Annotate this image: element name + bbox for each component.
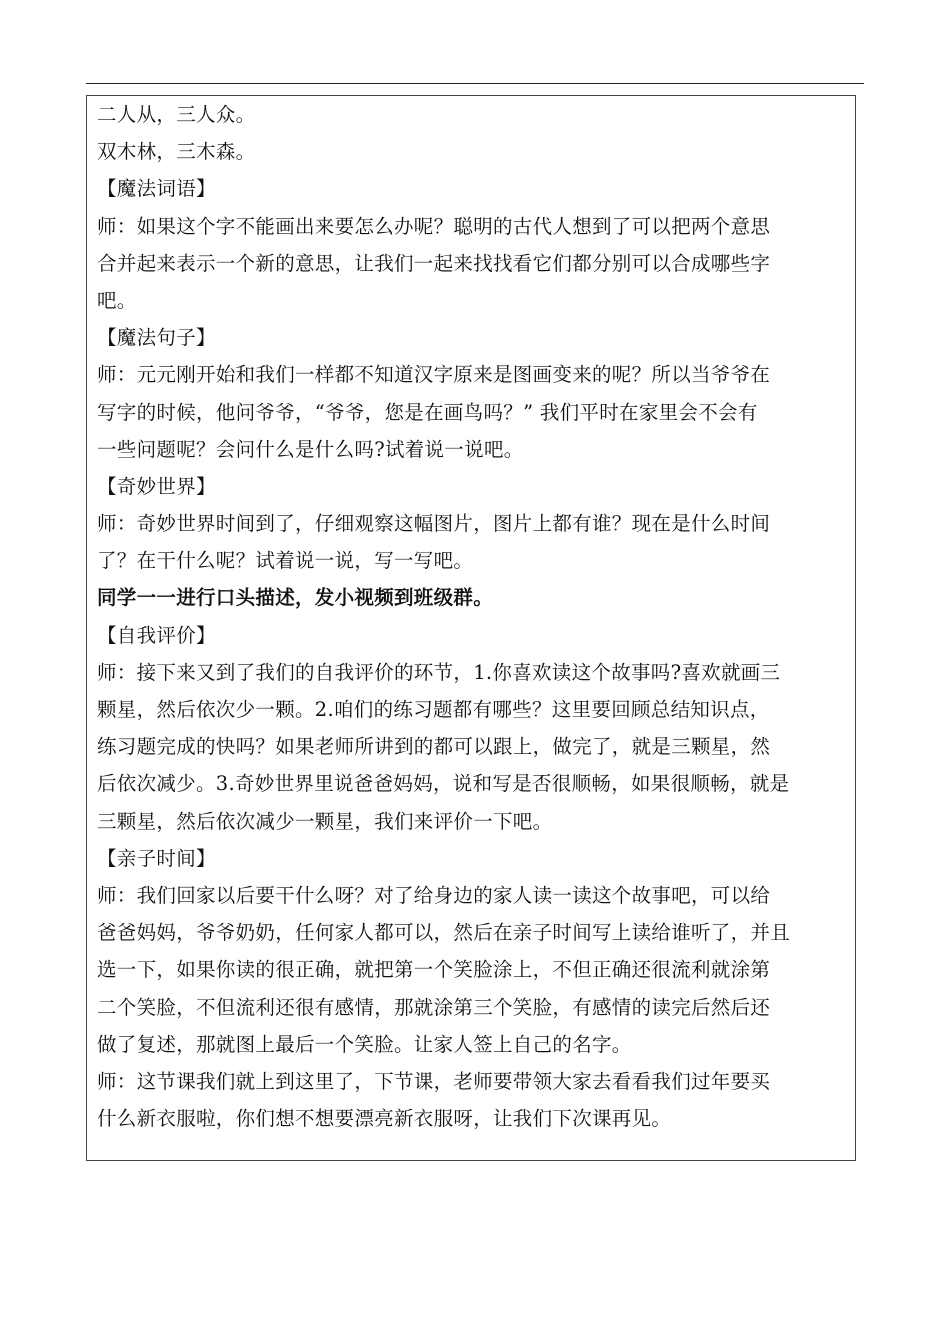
text-line: 【魔法句子】 bbox=[97, 326, 216, 350]
text-line: 吧。 bbox=[97, 288, 137, 312]
text-line: 什么新衣服啦，你们想不想要漂亮新衣服呀，让我们下次课再见。 bbox=[97, 1107, 672, 1131]
text-line: 师：如果这个字不能画出来要怎么办呢？聪明的古代人想到了可以把两个意思 bbox=[97, 214, 771, 238]
text-line: 师：我们回家以后要干什么呀？对了给身边的家人读一读这个故事吧，可以给 bbox=[97, 883, 771, 907]
text-line: 【奇妙世界】 bbox=[97, 474, 216, 498]
text-line: 后依次减少。3.奇妙世界里说爸爸妈妈，说和写是否很顺畅，如果很顺畅，就是 bbox=[97, 772, 790, 796]
text-line: 练习题完成的快吗？如果老师所讲到的都可以跟上，做完了，就是三颗星，然 bbox=[97, 735, 771, 759]
text-line: 一些问题呢？会问什么是什么吗?试着说一说吧。 bbox=[97, 437, 524, 461]
lesson-text bbox=[97, 96, 845, 1137]
text-line: 了？在干什么呢？试着说一说，写一写吧。 bbox=[97, 549, 474, 573]
text-line: 【自我评价】 bbox=[97, 623, 216, 647]
text-line: 二人从，三人众。 bbox=[97, 103, 256, 126]
text-line: 师：接下来又到了我们的自我评价的环节，1.你喜欢读这个故事吗?喜欢就画三 bbox=[97, 660, 781, 684]
text-line: 【亲子时间】 bbox=[97, 846, 216, 870]
text-line: 师：这节课我们就上到这里了，下节课，老师要带领大家去看看我们过年要买 bbox=[97, 1069, 771, 1093]
text-line: 选一下，如果你读的很正确，就把第一个笑脸涂上，不但正确还很流利就涂第 bbox=[97, 958, 771, 982]
text-line: 【魔法词语】 bbox=[97, 177, 216, 201]
text-line: 爸爸妈妈，爷爷奶奶，任何家人都可以，然后在亲子时间写上读给谁听了，并且 bbox=[97, 921, 791, 945]
text-line: 做了复述，那就图上最后一个笑脸。让家人签上自己的名字。 bbox=[97, 1032, 632, 1056]
text-line: 师：奇妙世界时间到了，仔细观察这幅图片，图片上都有谁？现在是什么时间 bbox=[97, 512, 771, 536]
text-line: 二个笑脸，不但流利还很有感情，那就涂第三个笑脸，有感情的读完后然后还 bbox=[97, 995, 771, 1019]
text-line: 颗星，然后依次少一颗。2.咱们的练习题都有哪些？这里要回顾总结知识点， bbox=[97, 698, 770, 721]
text-line: 师：元元刚开始和我们一样都不知道汉字原来是图画变来的呢？所以当爷爷在 bbox=[97, 363, 771, 387]
header-rule bbox=[86, 83, 864, 84]
text-line: 三颗星，然后依次减少一颗星，我们来评价一下吧。 bbox=[97, 809, 553, 833]
text-line: 写字的时候，他问爷爷，“爷爷，您是在画鸟吗？” 我们平时在家里会不会有 bbox=[97, 400, 758, 424]
text-line: 合并起来表示一个新的意思，让我们一起来找找看它们都分别可以合成哪些字 bbox=[97, 251, 771, 275]
lesson-content-box bbox=[86, 95, 856, 1161]
text-line: 同学一一进行口头描述，发小视频到班级群。 bbox=[97, 586, 494, 610]
text-line: 双木林，三木森。 bbox=[97, 140, 256, 164]
